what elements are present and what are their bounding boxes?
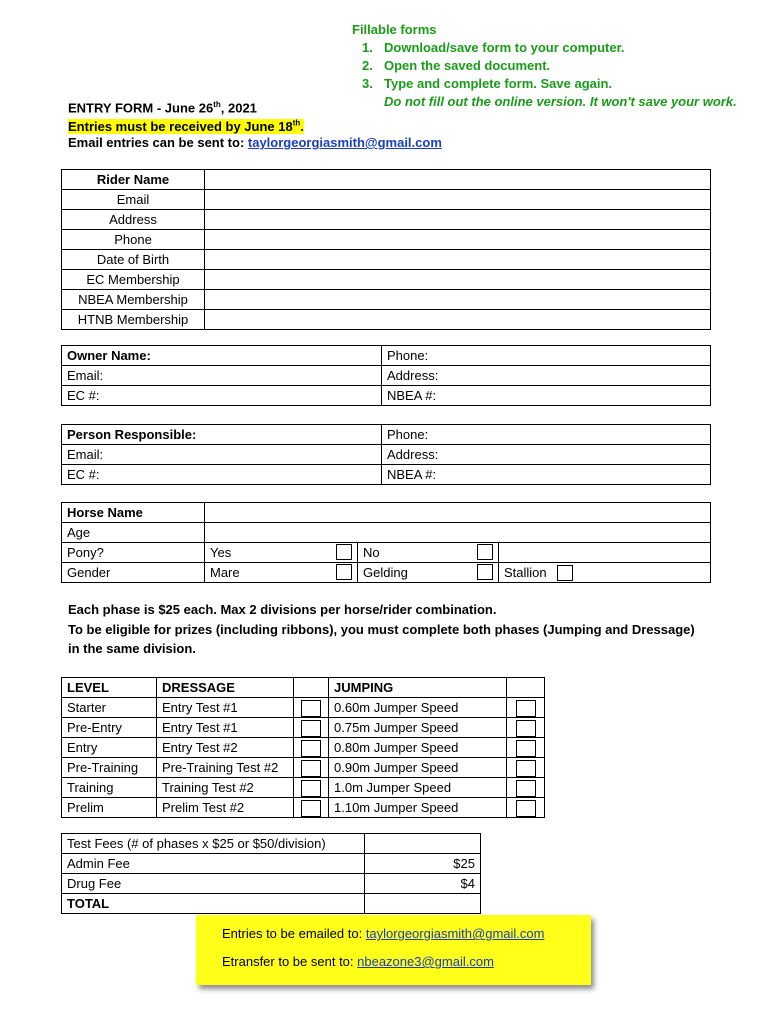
table-row — [62, 366, 711, 386]
person-ec-field[interactable]: EC #: — [62, 465, 382, 485]
table-row — [62, 346, 711, 366]
admin-fee-value: $25 — [365, 854, 481, 874]
pony-yes-cell — [205, 543, 358, 563]
rider-name-field[interactable] — [205, 170, 711, 190]
ec-membership-label: EC Membership — [62, 270, 205, 290]
dressage-checkbox-cell — [294, 738, 329, 758]
horse-table — [61, 502, 711, 583]
ec-membership-field[interactable] — [205, 270, 711, 290]
jumping-cell: 0.80m Jumper Speed — [329, 738, 507, 758]
stallion-label: Stallion — [504, 565, 547, 580]
level-cell: Pre-Training — [62, 758, 157, 778]
address-label: Address — [62, 210, 205, 230]
jumping-checkbox[interactable] — [516, 800, 536, 817]
entry-form-title: ENTRY FORM - June 26th, 2021 — [68, 100, 257, 116]
fillable-instructions — [352, 21, 737, 111]
emailed-line: Entries to be emailed to: taylorgeorgiasmith@gmail.com — [222, 926, 545, 941]
dob-label: Date of Birth — [62, 250, 205, 270]
table-row — [62, 230, 711, 250]
table-row — [62, 718, 545, 738]
age-label: Age — [62, 523, 205, 543]
owner-ec-field[interactable]: EC #: — [62, 386, 382, 406]
dressage-cell: Entry Test #1 — [157, 698, 294, 718]
gender-stallion-cell — [499, 563, 711, 583]
table-row — [62, 854, 481, 874]
fillable-note: Do not fill out the online version. It won't save your work. — [384, 94, 737, 109]
level-cell: Training — [62, 778, 157, 798]
dressage-checkbox-cell — [294, 758, 329, 778]
table-row — [62, 210, 711, 230]
htnb-membership-field[interactable] — [205, 310, 711, 330]
owner-nbea-field[interactable]: NBEA #: — [382, 386, 711, 406]
rider-table — [61, 169, 711, 330]
table-row — [62, 563, 711, 583]
submission-info-box — [196, 915, 591, 985]
table-row — [62, 465, 711, 485]
jumping-header: JUMPING — [329, 678, 507, 698]
etransfer-email-link[interactable]: nbeazone3@gmail.com — [357, 954, 494, 969]
table-row — [62, 778, 545, 798]
owner-table — [61, 345, 711, 406]
total-label: TOTAL — [62, 894, 365, 914]
level-cell: Pre-Entry — [62, 718, 157, 738]
gender-label: Gender — [62, 563, 205, 583]
person-responsible-table — [61, 424, 711, 485]
horse-name-label: Horse Name — [62, 503, 205, 523]
phase-line-3: in the same division. — [68, 641, 196, 656]
dressage-checkbox[interactable] — [301, 740, 321, 757]
dressage-cell: Prelim Test #2 — [157, 798, 294, 818]
table-row — [62, 758, 545, 778]
gelding-label: Gelding — [363, 565, 408, 580]
table-row — [62, 310, 711, 330]
phase-line-2: To be eligible for prizes (including ribbons), you must complete both phases (Jumping and Dressage) — [68, 621, 695, 637]
person-address-field[interactable]: Address: — [382, 445, 711, 465]
dressage-checkbox[interactable] — [301, 760, 321, 777]
division-table — [61, 677, 545, 818]
table-row — [62, 678, 545, 698]
table-row — [62, 170, 711, 190]
pony-no-cell — [358, 543, 499, 563]
mare-label: Mare — [210, 565, 240, 580]
jumping-check-header — [507, 678, 545, 698]
jumping-checkbox[interactable] — [516, 740, 536, 757]
table-row — [62, 503, 711, 523]
fillable-step: 3. Type and complete form. Save again. — [362, 76, 613, 91]
fillable-steps — [352, 39, 737, 111]
jumping-checkbox-cell — [507, 778, 545, 798]
dressage-header: DRESSAGE — [157, 678, 294, 698]
jumping-cell: 0.60m Jumper Speed — [329, 698, 507, 718]
table-row — [62, 698, 545, 718]
nbea-membership-label: NBEA Membership — [62, 290, 205, 310]
stallion-checkbox[interactable] — [557, 565, 573, 581]
dressage-checkbox-cell — [294, 718, 329, 738]
test-fees-label: Test Fees (# of phases x $25 or $50/division) — [62, 834, 365, 854]
table-row — [62, 250, 711, 270]
entries-email-link[interactable]: taylorgeorgiasmith@gmail.com — [247, 135, 442, 150]
table-row — [62, 523, 711, 543]
dressage-checkbox-cell — [294, 778, 329, 798]
nbea-membership-field[interactable] — [205, 290, 711, 310]
dressage-checkbox-cell — [294, 798, 329, 818]
table-row — [62, 738, 545, 758]
level-cell: Entry — [62, 738, 157, 758]
jumping-checkbox[interactable] — [516, 720, 536, 737]
fillable-step: 1. Download/save form to your computer. — [362, 40, 625, 55]
dob-field[interactable] — [205, 250, 711, 270]
table-row — [62, 190, 711, 210]
mare-checkbox[interactable] — [336, 564, 352, 580]
submission-email-link[interactable]: taylorgeorgiasmith@gmail.com — [365, 926, 545, 941]
rider-name-label: Rider Name — [62, 170, 205, 190]
jumping-checkbox[interactable] — [516, 760, 536, 777]
dressage-check-header — [294, 678, 329, 698]
table-row — [62, 445, 711, 465]
htnb-membership-label: HTNB Membership — [62, 310, 205, 330]
jumping-checkbox-cell — [507, 698, 545, 718]
jumping-checkbox-cell — [507, 798, 545, 818]
dressage-checkbox[interactable] — [301, 800, 321, 817]
jumping-cell: 0.90m Jumper Speed — [329, 758, 507, 778]
table-row — [62, 386, 711, 406]
fees-table — [61, 833, 481, 914]
phase-line-1: Each phase is $25 each. Max 2 divisions per horse/rider combination. — [68, 602, 497, 617]
horse-name-field[interactable] — [205, 503, 711, 523]
fillable-title: Fillable forms — [352, 22, 437, 37]
level-cell: Starter — [62, 698, 157, 718]
total-value[interactable] — [365, 894, 481, 914]
pony-no-label: No — [363, 545, 380, 560]
phone-field[interactable] — [205, 230, 711, 250]
person-email-field[interactable]: Email: — [62, 445, 382, 465]
phase-info — [68, 600, 695, 659]
owner-email-field[interactable]: Email: — [62, 366, 382, 386]
table-row — [62, 425, 711, 445]
drug-fee-value: $4 — [365, 874, 481, 894]
empty-cell — [499, 543, 711, 563]
owner-name-field[interactable]: Owner Name: — [62, 346, 382, 366]
pony-no-checkbox[interactable] — [477, 544, 493, 560]
pony-label: Pony? — [62, 543, 205, 563]
gender-mare-cell — [205, 563, 358, 583]
table-row — [62, 894, 481, 914]
table-row — [62, 798, 545, 818]
level-cell: Prelim — [62, 798, 157, 818]
gender-gelding-cell — [358, 563, 499, 583]
dressage-cell: Entry Test #1 — [157, 718, 294, 738]
test-fees-value[interactable] — [365, 834, 481, 854]
pony-yes-label: Yes — [210, 545, 232, 560]
table-row — [62, 834, 481, 854]
jumping-checkbox[interactable] — [516, 780, 536, 797]
table-row — [62, 543, 711, 563]
email-field[interactable] — [205, 190, 711, 210]
phone-label: Phone — [62, 230, 205, 250]
table-row — [62, 270, 711, 290]
email-entries-line: Email entries can be sent to: taylorgeorgiasmith@gmail.com — [68, 135, 442, 150]
gelding-checkbox[interactable] — [477, 564, 493, 580]
table-row — [62, 290, 711, 310]
jumping-cell: 0.75m Jumper Speed — [329, 718, 507, 738]
jumping-checkbox-cell — [507, 718, 545, 738]
age-field[interactable] — [205, 523, 711, 543]
jumping-checkbox-cell — [507, 758, 545, 778]
dressage-checkbox[interactable] — [301, 700, 321, 717]
owner-address-field[interactable]: Address: — [382, 366, 711, 386]
dressage-cell: Entry Test #2 — [157, 738, 294, 758]
dressage-cell: Training Test #2 — [157, 778, 294, 798]
jumping-cell: 1.0m Jumper Speed — [329, 778, 507, 798]
jumping-checkbox-cell — [507, 738, 545, 758]
fillable-step: 2. Open the saved document. — [362, 58, 551, 73]
owner-phone-field[interactable]: Phone: — [382, 346, 711, 366]
level-header: LEVEL — [62, 678, 157, 698]
deadline-notice: Entries must be received by June 18th. — [68, 119, 304, 135]
dressage-checkbox[interactable] — [301, 720, 321, 737]
dressage-cell: Pre-Training Test #2 — [157, 758, 294, 778]
person-nbea-field[interactable]: NBEA #: — [382, 465, 711, 485]
table-row — [62, 874, 481, 894]
person-responsible-field[interactable]: Person Responsible: — [62, 425, 382, 445]
etransfer-line: Etransfer to be sent to: nbeazone3@gmail.com — [222, 954, 494, 969]
person-phone-field[interactable]: Phone: — [382, 425, 711, 445]
admin-fee-label: Admin Fee — [62, 854, 365, 874]
jumping-cell: 1.10m Jumper Speed — [329, 798, 507, 818]
address-field[interactable] — [205, 210, 711, 230]
dressage-checkbox[interactable] — [301, 780, 321, 797]
drug-fee-label: Drug Fee — [62, 874, 365, 894]
dressage-checkbox-cell — [294, 698, 329, 718]
jumping-checkbox[interactable] — [516, 700, 536, 717]
pony-yes-checkbox[interactable] — [336, 544, 352, 560]
email-label: Email — [62, 190, 205, 210]
